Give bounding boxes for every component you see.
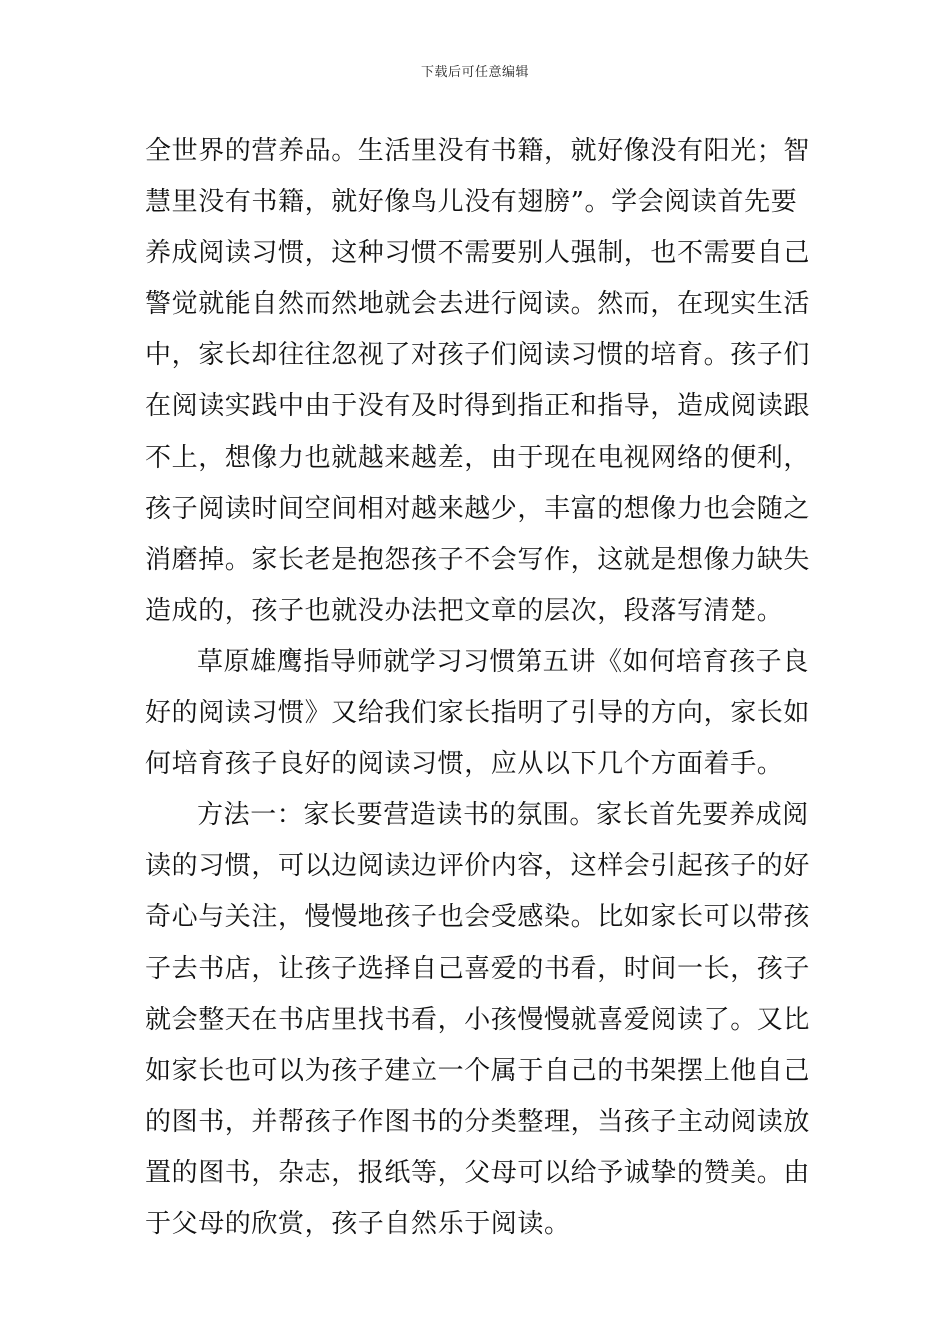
document-body <box>145 126 809 1250</box>
paragraph-3 <box>145 790 809 1250</box>
text-line: 如家长也可以为孩子建立一个属于自己的书架摆上他自己 <box>145 1055 811 1086</box>
text-line: 何培育孩子良好的阅读习惯，应从以下几个方面着手。 <box>145 749 784 780</box>
text-line: 慧里没有书籍，就好像鸟儿没有翅膀”。学会阅读首先要 <box>145 187 798 218</box>
text-line-indented: 方法一：家长要营造读书的氛围。家长首先要养成阅 <box>197 800 809 831</box>
text-line: 就会整天在书店里找书看，小孩慢慢就喜爱阅读了。又比 <box>145 1004 811 1035</box>
text-line: 孩子阅读时间空间相对越来越少，丰富的想像力也会随之 <box>145 493 811 524</box>
text-line: 警觉就能自然而然地就会去进行阅读。然而，在现实生活 <box>145 289 811 320</box>
text-line: 读的习惯，可以边阅读边评价内容，这样会引起孩子的好 <box>145 851 811 882</box>
text-line: 的图书，并帮孩子作图书的分类整理，当孩子主动阅读放 <box>145 1106 811 1137</box>
text-line: 造成的，孩子也就没办法把文章的层次，段落写清楚。 <box>145 595 784 626</box>
text-line: 好的阅读习惯》又给我们家长指明了引导的方向，家长如 <box>145 698 811 729</box>
text-line: 养成阅读习惯，这种习惯不需要别人强制，也不需要自己 <box>145 238 811 269</box>
text-line: 于父母的欣赏，孩子自然乐于阅读。 <box>145 1208 571 1239</box>
page-header: 下载后可任意编辑 <box>420 65 529 80</box>
text-line: 全世界的营养品。生活里没有书籍，就好像没有阳光；智 <box>145 136 811 166</box>
text-line-indented: 草原雄鹰指导师就学习习惯第五讲《如何培育孩子良 <box>197 646 809 677</box>
text-line: 在阅读实践中由于没有及时得到指正和指导，造成阅读跟 <box>145 391 811 422</box>
paragraph-1 <box>145 126 809 637</box>
paragraph-2 <box>145 637 809 790</box>
text-line: 置的图书，杂志，报纸等，父母可以给予诚挚的赞美。由 <box>145 1157 811 1188</box>
text-line: 子去书店，让孩子选择自己喜爱的书看，时间一长，孩子 <box>145 953 811 984</box>
text-line: 不上，想像力也就越来越差，由于现在电视网络的便利， <box>145 442 811 473</box>
text-line: 奇心与关注，慢慢地孩子也会受感染。比如家长可以带孩 <box>145 902 811 933</box>
text-line: 中，家长却往往忽视了对孩子们阅读习惯的培育。孩子们 <box>145 340 811 371</box>
text-line: 消磨掉。家长老是抱怨孩子不会写作，这就是想像力缺失 <box>145 544 811 575</box>
